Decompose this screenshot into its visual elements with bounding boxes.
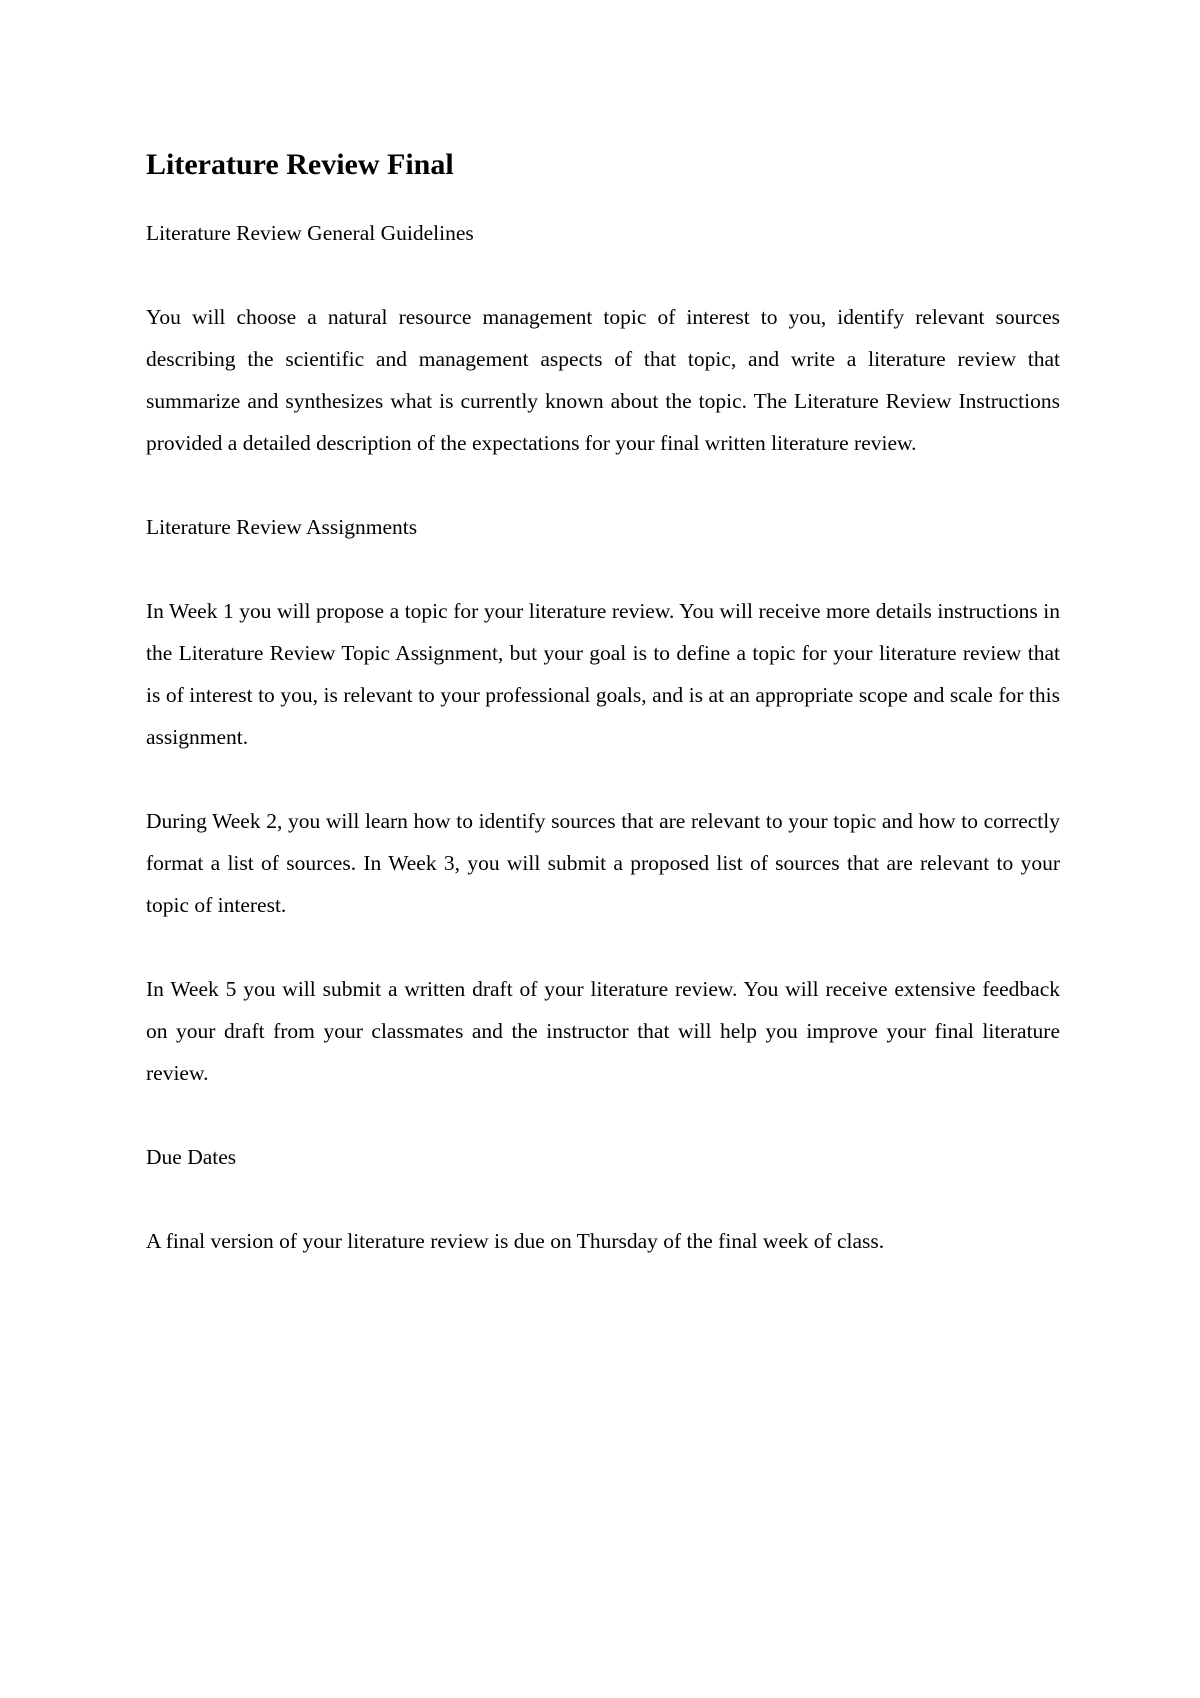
due-dates-heading: Due Dates: [146, 1145, 237, 1169]
document-body: [146, 140, 1060, 1304]
general-guidelines-paragraph: You will choose a natural resource management topic of interest to you, identify relevant sources describing the scientific and management aspects of that topic, and write a literature review that summarize and synthesizes what is currently known about the topic. The Literature Review Instructions provided a detailed description of the expectations for your final written literature review.: [146, 305, 1060, 455]
week5-paragraph: In Week 5 you will submit a written draft of your literature review. You will receive extensive feedback on your draft from your classmates and the instructor that will help you improve your final literature review.: [146, 977, 1060, 1085]
week1-paragraph: In Week 1 you will propose a topic for your literature review. You will receive more details instructions in the Literature Review Topic Assignment, but your goal is to define a topic for your literature review that is of interest to you, is relevant to your professional goals, and is at an appropriate scope and scale for this assignment.: [146, 599, 1060, 749]
general-guidelines-heading: Literature Review General Guidelines: [146, 221, 474, 245]
assignments-heading: Literature Review Assignments: [146, 515, 418, 539]
document-title: Literature Review Final: [146, 148, 454, 181]
due-dates-paragraph: A final version of your literature review is due on Thursday of the final week of class.: [146, 1229, 885, 1253]
week2-paragraph: During Week 2, you will learn how to identify sources that are relevant to your topic and how to correctly format a list of sources. In Week 3, you will submit a proposed list of sources that are relevant to your topic of interest.: [146, 809, 1060, 917]
